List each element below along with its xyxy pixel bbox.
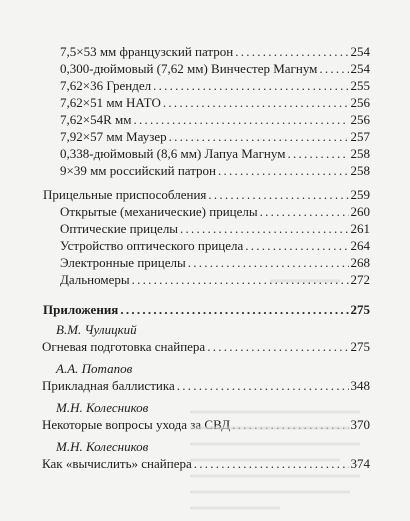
toc-entry xyxy=(60,44,370,60)
toc-entry-title: Прикладная баллистика xyxy=(42,378,175,393)
toc-entry-page: 275 xyxy=(350,339,370,354)
toc-entry-title: Электронные прицелы xyxy=(60,255,186,270)
toc-entry-title: 7,62×54R мм xyxy=(60,112,132,127)
toc-entry-page: 256 xyxy=(350,112,370,127)
toc-entry-title: 9×39 мм российский патрон xyxy=(60,163,216,178)
toc-entry-page: 264 xyxy=(350,238,370,253)
toc-entry-page: 254 xyxy=(350,44,370,59)
toc-entry-page: 254 xyxy=(350,61,370,76)
toc-entry-page: 258 xyxy=(350,163,370,178)
toc-author: А.А. Потапов xyxy=(56,361,133,376)
toc-entry xyxy=(42,339,370,355)
toc-entry-title: 0,300-дюймовый (7,62 мм) Винчестер Магнум xyxy=(60,61,318,76)
toc-entry-title: Некоторые вопросы ухода за СВД xyxy=(42,417,231,432)
toc-section-appendix xyxy=(43,302,370,318)
toc-entry-title: Дальномеры xyxy=(60,272,130,287)
toc-entry xyxy=(60,238,370,254)
toc-entry xyxy=(60,163,370,179)
toc-entry-title: 7,92×57 мм Маузер xyxy=(60,129,167,144)
toc-entry-page: 257 xyxy=(350,129,370,144)
toc-entry-page: 348 xyxy=(350,378,370,393)
toc-entry-title: Как «вычислить» снайпера xyxy=(42,456,192,471)
toc-entry xyxy=(60,255,370,271)
toc-entry xyxy=(60,78,370,94)
toc-entry-title: Открытые (механические) прицелы xyxy=(60,204,258,219)
toc-entry-page: 272 xyxy=(350,272,370,287)
toc-entry xyxy=(60,221,370,237)
toc-entry-page: 268 xyxy=(350,255,370,270)
toc-entry-page: 261 xyxy=(350,221,370,236)
toc-section-page: 275 xyxy=(350,302,370,317)
toc-entry xyxy=(60,61,370,77)
toc-entry xyxy=(60,272,370,288)
toc-author: М.Н. Колесников xyxy=(56,439,149,454)
toc-entry-title: Оптические прицелы xyxy=(60,221,179,236)
toc-entry xyxy=(60,146,370,162)
toc-entry-page: 374 xyxy=(350,456,370,471)
toc-entry xyxy=(42,378,370,394)
toc-author: В.М. Чулицкий xyxy=(56,322,137,337)
toc-section-page: 259 xyxy=(350,187,370,202)
toc-entry xyxy=(60,129,370,145)
toc-section-title: Приложения xyxy=(43,302,119,317)
toc-entry-page: 260 xyxy=(350,204,370,219)
toc-entry-page: 256 xyxy=(350,95,370,110)
toc-entry-title: Огневая подготовка снайпера xyxy=(42,339,206,354)
toc-entry-title: 0,338-дюймовый (8,6 мм) Лапуа Магнум xyxy=(60,146,286,161)
toc-entry-title: Устройство оптического прицела xyxy=(60,238,244,253)
toc-entry xyxy=(60,95,370,111)
toc-entry-page: 258 xyxy=(350,146,370,161)
toc-entry xyxy=(60,204,370,220)
toc-entry xyxy=(42,417,370,433)
toc-section-title: Прицельные приспособления xyxy=(43,187,207,202)
toc-entry-title: 7,5×53 мм французский патрон xyxy=(60,44,234,59)
toc-entry xyxy=(60,112,370,128)
toc-entry-page: 370 xyxy=(350,417,370,432)
toc-entry-page: 255 xyxy=(350,78,370,93)
toc-author: М.Н. Колесников xyxy=(56,400,149,415)
toc-section-sights xyxy=(43,187,370,203)
toc-entry-title: 7,62×36 Грендел xyxy=(60,78,152,93)
toc-entry xyxy=(42,456,370,472)
toc-entry-title: 7,62×51 мм НАТО xyxy=(60,95,161,110)
